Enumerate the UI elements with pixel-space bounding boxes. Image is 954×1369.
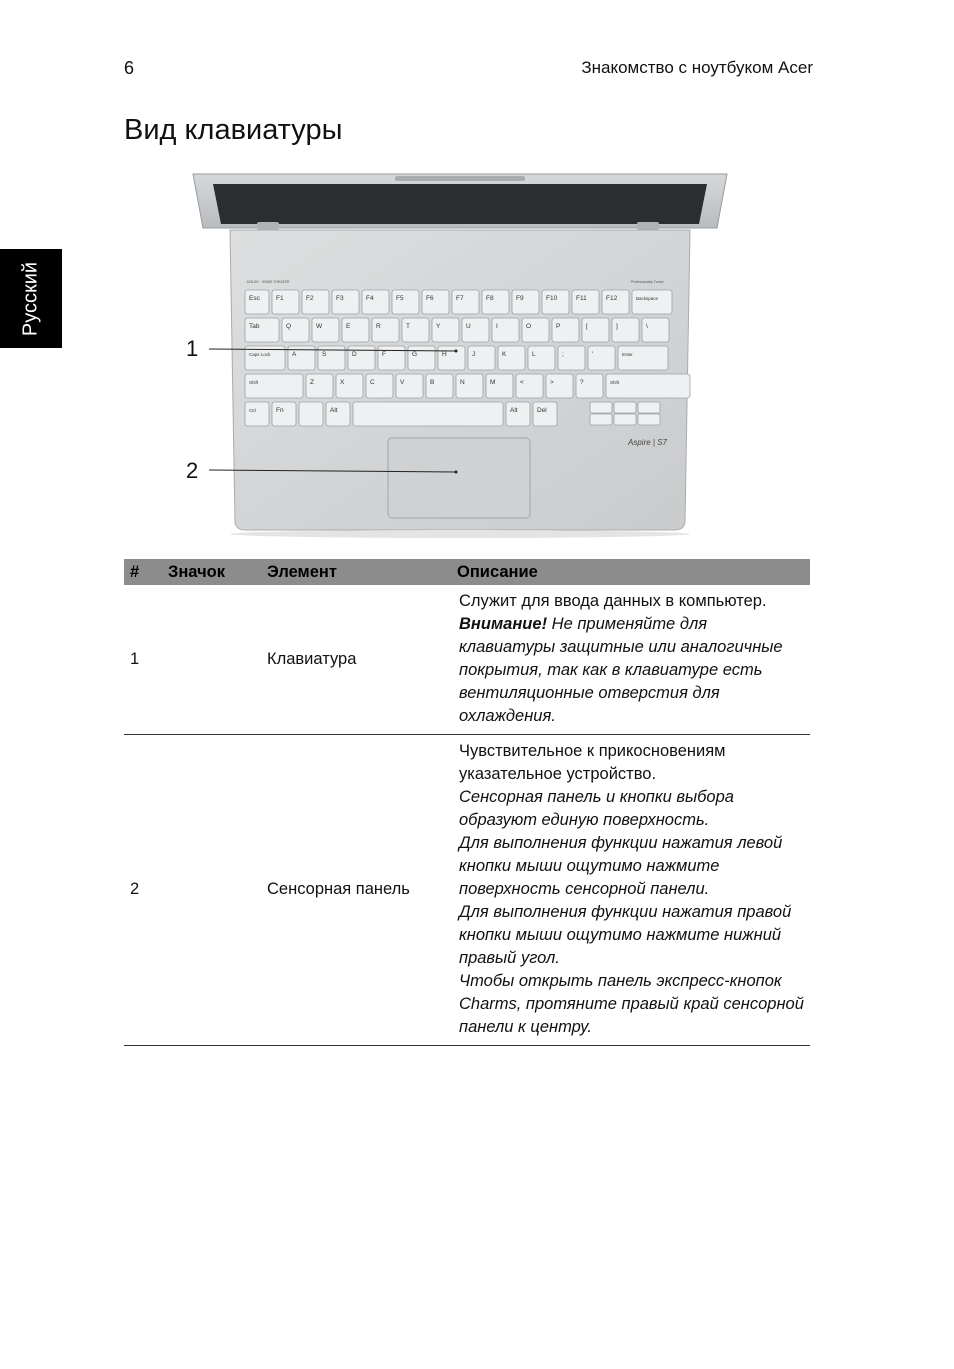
arrow-key — [590, 414, 612, 425]
key-label: N — [460, 379, 465, 386]
key-label: ' — [592, 351, 594, 358]
key-label: Ctrl — [249, 408, 256, 413]
key-label: I — [496, 323, 498, 330]
arrow-key — [638, 414, 660, 425]
keyboard-key — [299, 402, 323, 426]
callout-dot-keyboard — [455, 350, 458, 353]
running-header: Знакомство с ноутбуком Acer — [581, 58, 813, 77]
key-label: F12 — [606, 295, 618, 302]
keyboard-key — [282, 318, 309, 342]
key-label: V — [400, 379, 405, 386]
deck-shadow — [230, 530, 690, 538]
keyboard-key — [353, 402, 503, 426]
key-label: C — [370, 379, 375, 386]
key-label: T — [406, 323, 410, 330]
desc-note-2: Для выполнения функции нажатия левой кнопки мыши ощутимо нажмите поверхность сенсорной панели. — [459, 834, 783, 898]
key-label: < — [520, 379, 524, 386]
keyboard-key — [366, 374, 393, 398]
arrow-key — [614, 414, 636, 425]
keyboard-key — [312, 318, 339, 342]
keyboard-key — [362, 290, 389, 314]
keyboard-key — [506, 402, 530, 426]
key-label: F11 — [576, 295, 587, 302]
row-icon — [162, 735, 261, 1046]
desc-note-3: Для выполнения функции нажатия правой кнопки мыши ощутимо нажмите нижний правый угол. — [459, 903, 792, 967]
keyboard-key — [408, 346, 435, 370]
desc-text: Чувствительное к прикосновениям указательное устройство. — [459, 742, 726, 783]
key-label: F8 — [486, 295, 494, 302]
table-row — [124, 585, 810, 735]
key-label: ] — [616, 323, 618, 330]
key-label: Enter — [622, 352, 633, 357]
key-label: K — [502, 351, 507, 358]
keyboard-key — [618, 346, 668, 370]
key-label: Del — [537, 407, 547, 414]
keyboard-key — [272, 402, 296, 426]
keyboard-key — [642, 318, 669, 342]
row-description — [451, 585, 810, 735]
language-tab-label: Русский — [19, 261, 42, 337]
keyboard-key — [452, 290, 479, 314]
keyboard-key — [602, 290, 629, 314]
keyboard-key — [438, 346, 465, 370]
language-tab — [0, 249, 62, 348]
key-label: F1 — [276, 295, 284, 302]
key-label: F — [382, 351, 386, 358]
keyboard-key — [245, 318, 279, 342]
key-label: > — [550, 379, 554, 386]
model-badge: Aspire | S7 — [628, 438, 667, 447]
key-label: F6 — [426, 295, 434, 302]
keyboard-key — [582, 318, 609, 342]
keyboard-key — [612, 318, 639, 342]
keyboard-key — [492, 318, 519, 342]
keyboard-key — [245, 374, 303, 398]
key-label: Y — [436, 323, 441, 330]
key-label: G — [412, 351, 418, 358]
key-label: ? — [580, 379, 584, 386]
desc-text: Служит для ввода данных в компьютер. — [459, 592, 767, 610]
header-num: # — [124, 559, 162, 585]
key-label: L — [532, 351, 536, 358]
deck-right-label: Professionally Tuned — [631, 280, 664, 284]
keyboard-key — [306, 374, 333, 398]
keyboard-key — [482, 290, 509, 314]
warning-text: Не применяйте для клавиатуры защитные или аналогичные покрытия, так как в клавиатуре есть вентиляционные отверстия для охлаждения. — [459, 615, 783, 725]
keyboard-key — [392, 290, 419, 314]
key-label: Fn — [276, 407, 284, 414]
touchpad — [388, 438, 530, 518]
key-label: Alt — [330, 407, 338, 414]
key-label: Z — [310, 379, 314, 386]
page-title: Вид клавиатуры — [124, 114, 343, 146]
key-label: B — [430, 379, 435, 386]
deck-left-label: DOLBY · HOME THEATER — [247, 280, 290, 284]
key-label: P — [556, 323, 561, 330]
desc-note-1: Сенсорная панель и кнопки выбора образуют единую поверхность. — [459, 788, 734, 829]
keyboard-key — [468, 346, 495, 370]
key-label: F4 — [366, 295, 374, 302]
key-label: Alt — [510, 407, 518, 414]
key-label: Backspace — [636, 296, 659, 301]
callout-dot-touchpad — [455, 471, 458, 474]
keyboard-key — [522, 318, 549, 342]
right-hinge — [637, 222, 659, 230]
key-label: Tab — [249, 323, 260, 330]
arrow-key — [638, 402, 660, 413]
warning-label: Внимание! — [459, 615, 548, 633]
keyboard-key — [245, 290, 269, 314]
keyboard-key — [546, 374, 573, 398]
left-hinge — [257, 222, 279, 230]
arrow-key — [614, 402, 636, 413]
keyboard-key — [542, 290, 569, 314]
component-table — [124, 559, 810, 1046]
header-element: Элемент — [261, 559, 451, 585]
laptop-top-view-drawing — [185, 170, 745, 540]
key-label: A — [292, 351, 297, 358]
keyboard-key — [576, 374, 603, 398]
keyboard-key — [402, 318, 429, 342]
key-label: M — [490, 379, 496, 386]
keyboard-key — [528, 346, 555, 370]
desc-note-4: Чтобы открыть панель экспресс-кнопок Charms, протяните правый край сенсорной панели к центру. — [459, 972, 804, 1036]
key-label: \ — [646, 323, 648, 330]
keyboard-key — [462, 318, 489, 342]
key-label: Q — [286, 323, 292, 330]
key-label: E — [346, 323, 351, 330]
key-label: [ — [586, 323, 588, 330]
keyboard-key — [498, 346, 525, 370]
key-label: F3 — [336, 295, 344, 302]
row-number: 2 — [124, 735, 162, 1046]
table-header-row — [124, 559, 810, 585]
callout-number-2: 2 — [186, 458, 199, 483]
table-row — [124, 735, 810, 1046]
key-label: H — [442, 351, 447, 358]
key-label: Shift — [610, 380, 620, 385]
laptop-illustration — [185, 170, 745, 540]
keyboard-key — [632, 290, 672, 314]
keyboard-key — [272, 290, 299, 314]
key-label: F5 — [396, 295, 404, 302]
keyboard-key — [512, 290, 539, 314]
key-label: U — [466, 323, 471, 330]
page-number: 6 — [124, 58, 135, 78]
keyboard-key — [456, 374, 483, 398]
keyboard-key — [396, 374, 423, 398]
key-label: Esc — [249, 295, 260, 302]
key-label: F10 — [546, 295, 558, 302]
webcam-bar — [395, 176, 525, 181]
keyboard-key — [558, 346, 585, 370]
header-icon: Значок — [162, 559, 261, 585]
key-label: X — [340, 379, 345, 386]
keyboard-key — [378, 346, 405, 370]
key-label: F7 — [456, 295, 464, 302]
keyboard-key — [432, 318, 459, 342]
keyboard-key — [606, 374, 690, 398]
keyboard-key — [552, 318, 579, 342]
key-label: Caps Lock — [249, 352, 271, 357]
row-icon — [162, 585, 261, 735]
keyboard-key — [426, 374, 453, 398]
key-label: W — [316, 323, 323, 330]
key-label: F2 — [306, 295, 314, 302]
keyboard-key — [332, 290, 359, 314]
keyboard-key — [572, 290, 599, 314]
key-label: J — [472, 351, 476, 358]
key-label: O — [526, 323, 532, 330]
row-element: Сенсорная панель — [261, 735, 451, 1046]
keyboard-key — [422, 290, 449, 314]
keyboard-key — [486, 374, 513, 398]
keyboard-key — [348, 346, 375, 370]
key-label: R — [376, 323, 381, 330]
keyboard-key — [533, 402, 557, 426]
keyboard-key — [245, 402, 269, 426]
callout-number-1: 1 — [186, 336, 199, 361]
keyboard-key — [372, 318, 399, 342]
keyboard-key — [588, 346, 615, 370]
screen-glass — [213, 184, 707, 224]
keyboard-key — [336, 374, 363, 398]
key-label: ; — [562, 351, 564, 358]
row-description — [451, 735, 810, 1046]
keyboard-key — [326, 402, 350, 426]
key-label: Shift — [249, 380, 259, 385]
arrow-key — [590, 402, 612, 413]
key-label: S — [322, 351, 327, 358]
keyboard-key — [342, 318, 369, 342]
row-number: 1 — [124, 585, 162, 735]
keyboard-key — [302, 290, 329, 314]
key-label: D — [352, 351, 357, 358]
keyboard-key — [516, 374, 543, 398]
key-label: F9 — [516, 295, 524, 302]
row-element: Клавиатура — [261, 585, 451, 735]
header-description: Описание — [451, 559, 810, 585]
